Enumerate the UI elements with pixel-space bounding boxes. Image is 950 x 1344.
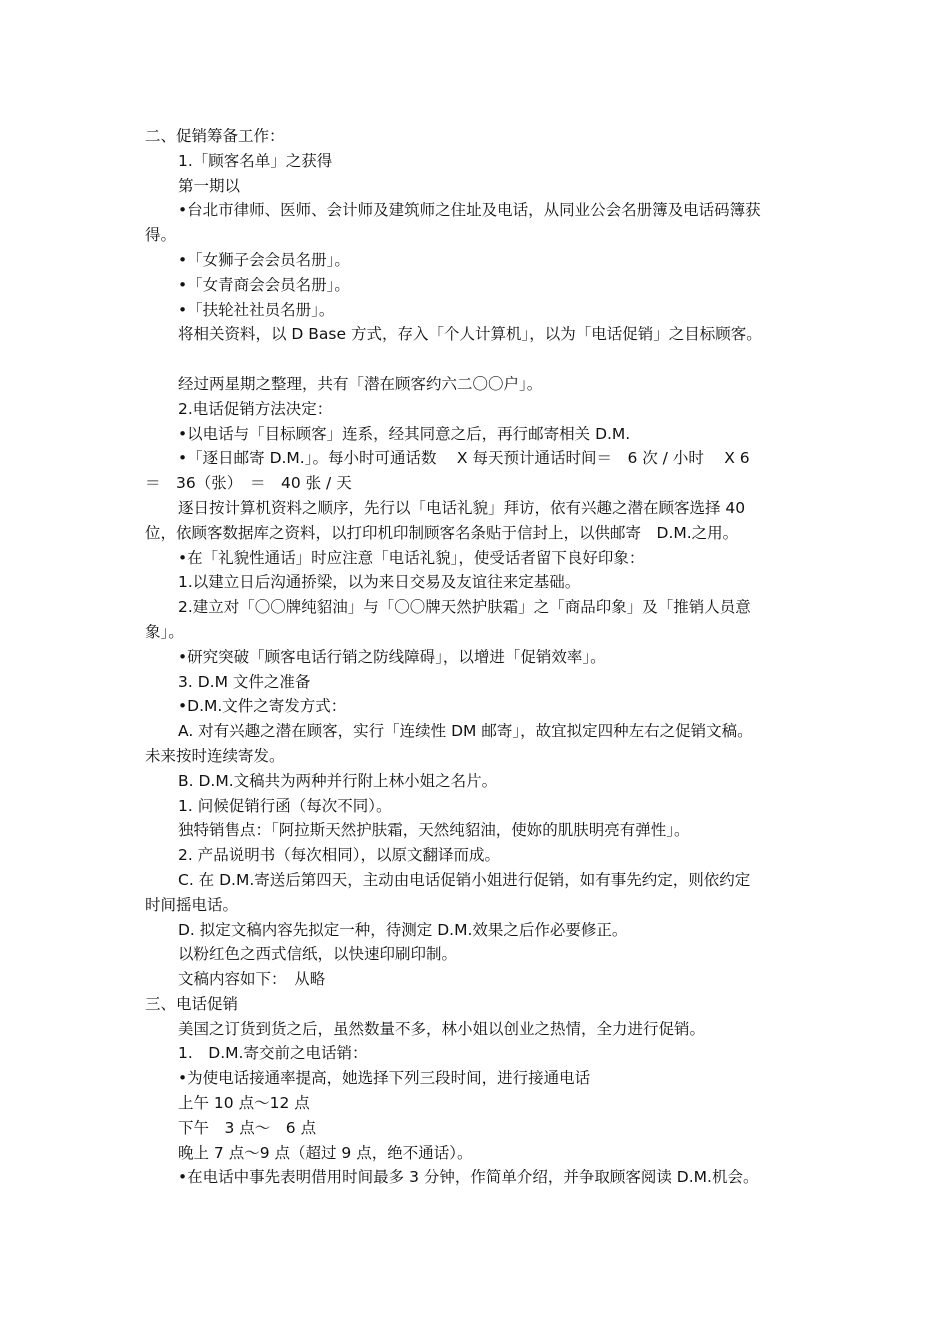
text-line: 1.以建立日后沟通挢梁，以为来日交易及友谊往来定基础。 (178, 573, 581, 592)
text-line: •「女青商会会员名册」。 (178, 275, 350, 294)
text-line: 得。 (145, 226, 177, 245)
text-line: 二、促销筹备工作： (145, 127, 285, 145)
text-line: 以粉红色之西式信纸，以快速印刷印制。 (178, 945, 458, 964)
text-line: 1.「顾客名单」之获得 (178, 151, 333, 170)
text-line: 2.电话促销方法决定： (178, 399, 333, 418)
text-line: •台北市律师、医师、会计师及建筑师之住址及电话，从同业公会名册簿及电话码簿获 (178, 201, 761, 220)
text-line: 晚上 7 点～9 点（超过 9 点，绝不通话）。 (178, 1143, 473, 1162)
text-line: ＝ 36（张） ＝ 40 张 / 天 (145, 474, 352, 493)
text-line: •「女狮子会会员名册」。 (178, 250, 350, 269)
text-line: •在「礼貌性通话」时应注意「电话礼貌」，使受话者留下良好印象： (178, 548, 645, 567)
text-line: 时间摇电话。 (145, 895, 239, 914)
text-line: 独特销售点：「阿拉斯天然护肤霜，天然纯貂油，使妳的肌肤明亮有弹性」。 (178, 821, 690, 840)
text-line: A. 对有兴趣之潜在顾客，实行「连续性 DM 邮寄」，故宜拟定四种左右之促销文稿。 (178, 722, 753, 741)
text-line: 逐日按计算机资料之顺序，先行以「电话礼貌」拜访，依有兴趣之潜在顾客选择 40 (178, 498, 746, 517)
text-line: 经过两星期之整理，共有「潜在顾客约六二〇〇户」。 (178, 374, 543, 393)
text-line: 美国之订货到货之后，虽然数量不多，林小姐以创业之热情，全力进行促销。 (178, 1019, 706, 1038)
text-line: D. 拟定文稿内容先拟定一种，待测定 D.M.效果之后作必要修正。 (178, 920, 628, 939)
text-line: 3. D.M 文件之准备 (178, 672, 311, 691)
text-line: 第一期以 (178, 176, 241, 195)
text-line: 象」。 (145, 622, 184, 641)
text-line: 未来按时连续寄发。 (145, 746, 285, 765)
text-line: B. D.M.文稿共为两种并行附上林小姐之名片。 (178, 771, 498, 790)
text-line: C. 在 D.M.寄送后第四天，主动由电话促销小姐进行促销，如有事先约定，则依约定 (178, 870, 751, 889)
text-line: 1. D.M.寄交前之电话销： (178, 1044, 368, 1063)
text-line: •D.M.文件之寄发方式： (178, 697, 347, 716)
text-line: 1. 问候促销行函（每次不同）。 (178, 796, 392, 815)
text-line: 下午 3 点～ 6 点 (178, 1118, 317, 1137)
text-line: 2.建立对「〇〇牌纯貂油」与「〇〇牌天然护肤霜」之「商品印象」及「推销人员意 (178, 598, 751, 617)
text-line: 位，依顾客数据库之资料，以打印机印制顾客名条贴于信封上，以供邮寄 D.M.之用。 (145, 523, 739, 542)
text-line: •为使电话接通率提高，她选择下列三段时间，进行接通电话 (178, 1069, 591, 1088)
blank-line (145, 347, 825, 372)
text-line: 将相关资料，以 D Base 方式，存入「个人计算机」，以为「电话促销」之目标顾客。 (178, 325, 762, 344)
text-line: •研究突破「顾客电话行销之防线障碍」，以增进「促销效率」。 (178, 647, 606, 666)
text-line: 文稿内容如下： 从略 (178, 970, 326, 989)
text-line: •「扶轮社社员名册」。 (178, 300, 335, 319)
text-line: 2. 产品说明书（每次相同），以原文翻译而成。 (178, 846, 500, 865)
text-line: •「逐日邮寄 D.M.」。每小时可通话数 X 每天预计通话时间＝ 6 次 / 小时 X 6 (178, 449, 750, 468)
text-line: •在电话中事先表明借用时间最多 3 分钟，作简单介绍，并争取顾客阅读 D.M.机会。 (178, 1168, 759, 1187)
document-body (145, 124, 825, 1190)
text-line: 上午 10 点～12 点 (178, 1094, 310, 1113)
text-line: 三、电话促销 (145, 994, 239, 1013)
text-line: •以电话与「目标顾客」连系，经其同意之后，再行邮寄相关 D.M. (178, 424, 631, 443)
